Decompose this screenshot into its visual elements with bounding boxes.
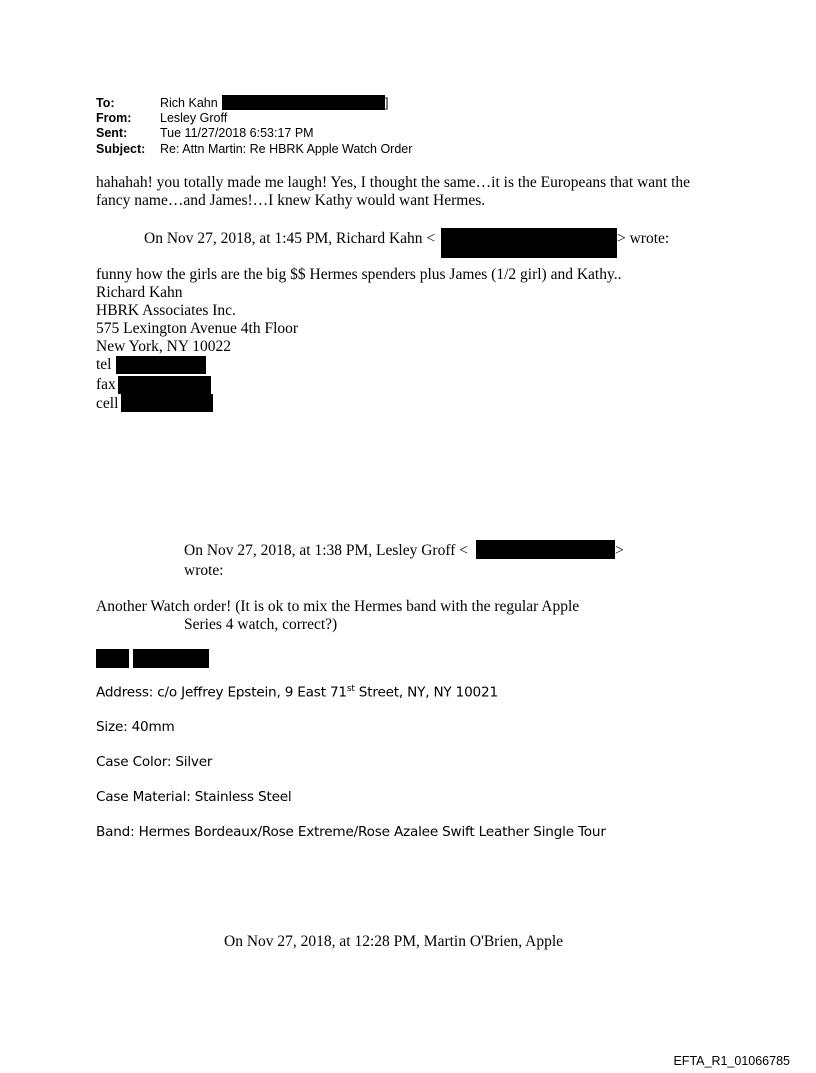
order-size: Size: 40mm bbox=[96, 719, 175, 735]
order-band: Band: Hermes Bordeaux/Rose Extreme/Rose Azalee Swift Leather Single Tour bbox=[96, 824, 606, 840]
redaction-box bbox=[96, 649, 129, 668]
signature-address-2: New York, NY 10022 bbox=[96, 338, 232, 355]
to-value: Rich Kahn bbox=[160, 96, 218, 110]
subject-value: Re: Attn Martin: Re HBRK Apple Watch Order bbox=[160, 142, 413, 156]
from-label: From: bbox=[96, 111, 132, 125]
order-address-text: Address: c/o Jeffrey Epstein, 9 East 71 bbox=[96, 684, 347, 701]
quote1-body: funny how the girls are the big $$ Hermes spenders plus James (1/2 girl) and Kathy.. bbox=[96, 266, 622, 283]
redaction-box bbox=[121, 394, 213, 412]
quote3-intro: On Nov 27, 2018, at 12:28 PM, Martin O'Brien, Apple bbox=[224, 933, 564, 950]
to-suffix: ] bbox=[385, 96, 389, 110]
sent-label: Sent: bbox=[96, 126, 128, 140]
cell-label: cell bbox=[96, 395, 119, 412]
sent-value: Tue 11/27/2018 6:53:17 PM bbox=[160, 126, 314, 140]
fax-label: fax bbox=[96, 376, 116, 393]
order-address-text-2: Street, NY, NY 10021 bbox=[354, 684, 498, 701]
signature-company: HBRK Associates Inc. bbox=[96, 302, 236, 319]
redaction-box bbox=[116, 356, 206, 374]
quote2-intro: On Nov 27, 2018, at 1:38 PM, Lesley Groff < bbox=[184, 542, 468, 559]
order-case-color: Case Color: Silver bbox=[96, 754, 213, 770]
reply-line-1: hahahah! you totally made me laugh! Yes, I thought the same…it is the Europeans that want the bbox=[96, 174, 691, 191]
quote1-intro-suffix: > wrote: bbox=[617, 230, 670, 247]
redaction-box bbox=[441, 228, 617, 258]
redaction-box bbox=[476, 540, 615, 559]
bates-number: EFTA_R1_01066785 bbox=[673, 1054, 790, 1068]
quote1-intro: On Nov 27, 2018, at 1:45 PM, Richard Kahn < bbox=[144, 230, 436, 247]
redaction-box bbox=[222, 95, 385, 110]
reply-line-2: fancy name…and James!…I knew Kathy would want Hermes. bbox=[96, 192, 486, 209]
quote2-body-line-2: Series 4 watch, correct?) bbox=[184, 616, 338, 633]
from-value: Lesley Groff bbox=[160, 111, 228, 125]
quote2-body-line-1: Another Watch order! (It is ok to mix the Hermes band with the regular Apple bbox=[96, 598, 580, 615]
subject-label: Subject: bbox=[96, 142, 146, 156]
signature-name: Richard Kahn bbox=[96, 284, 183, 301]
tel-label: tel bbox=[96, 356, 112, 373]
quote2-intro-line-2: wrote: bbox=[184, 562, 224, 579]
to-label: To: bbox=[96, 96, 115, 110]
redaction-box bbox=[118, 376, 211, 394]
order-case-material: Case Material: Stainless Steel bbox=[96, 789, 292, 805]
redaction-box bbox=[133, 649, 209, 668]
quote2-intro-suffix: > bbox=[615, 542, 624, 559]
order-address-superscript: st bbox=[346, 684, 355, 694]
signature-address-1: 575 Lexington Avenue 4th Floor bbox=[96, 320, 299, 337]
order-address bbox=[96, 684, 498, 701]
